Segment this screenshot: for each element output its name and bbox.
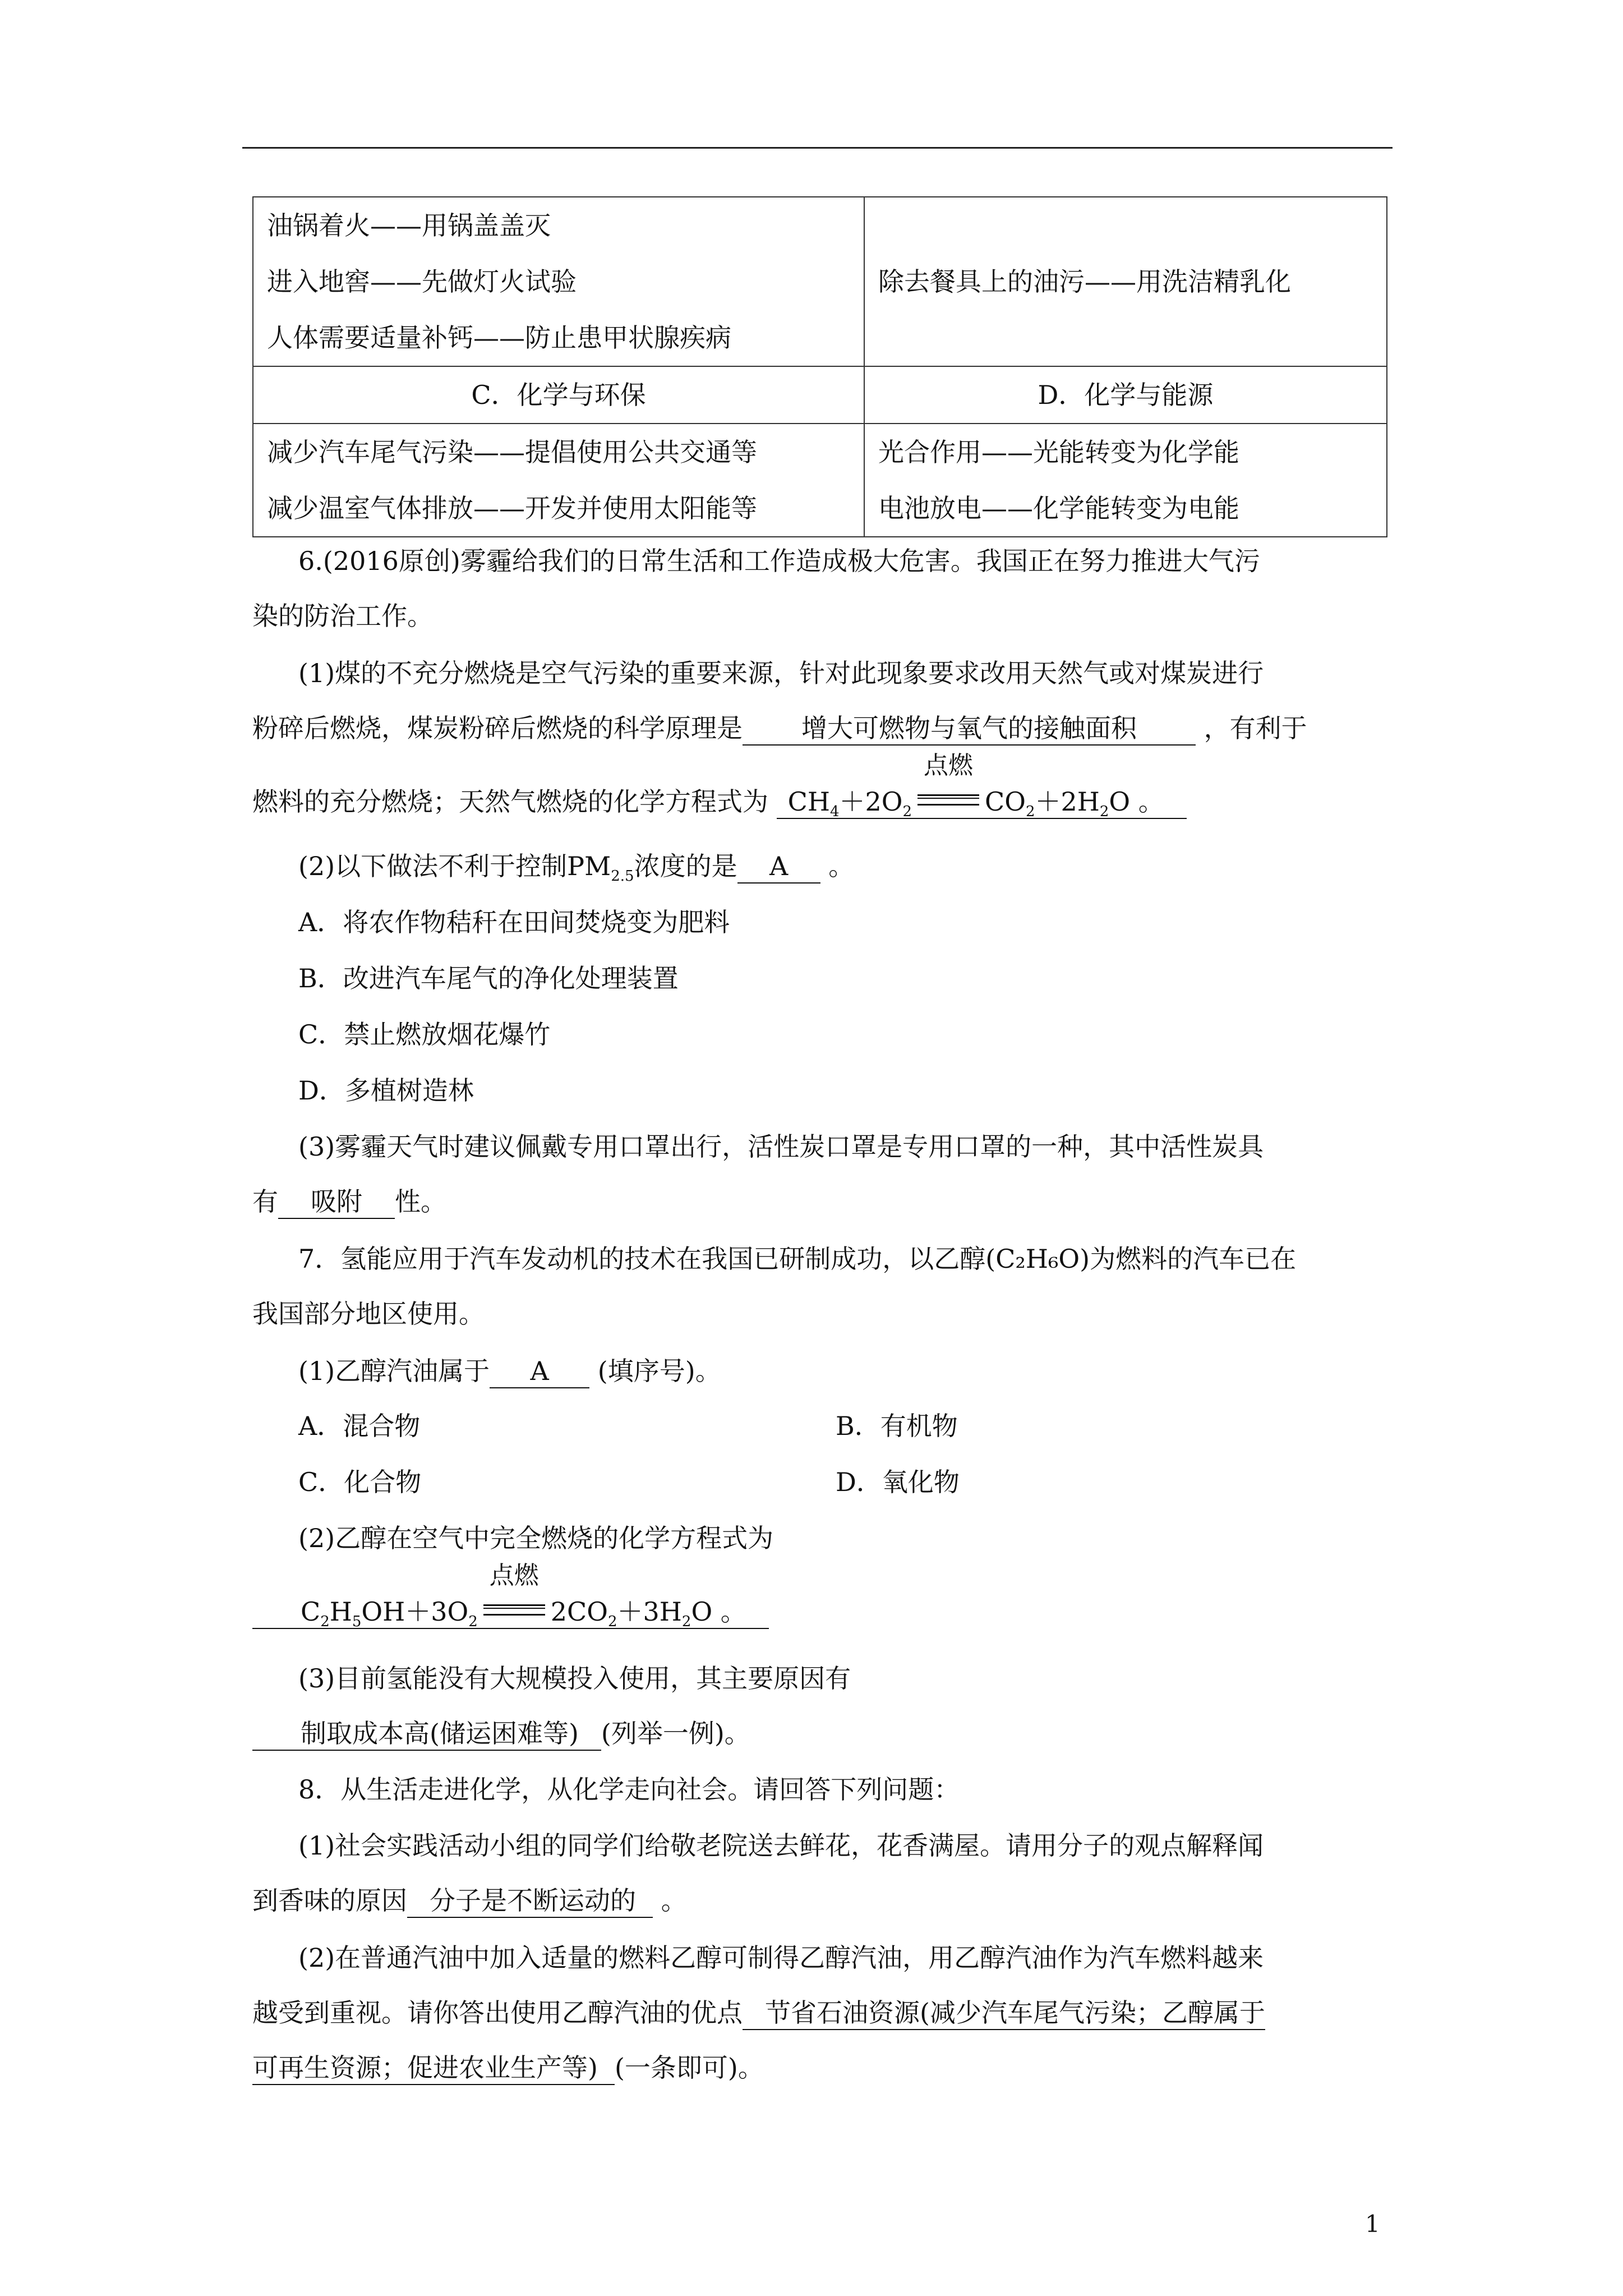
q6-part3-answer: 吸附 [278,1185,395,1219]
table-cell-text: 电池放电——化学能转变为电能 [878,493,1239,523]
table-row [253,366,1387,424]
q6-intro-line1: 6.(2016原创)雾霾给我们的日常生活和工作造成极大危害。我国正在努力推进大气污 [298,546,1260,576]
q8-part2-answer: 可再生资源；促进农业生产等) [252,2051,615,2085]
q7-part1 [298,1354,721,1388]
page-number: 1 [1365,2210,1380,2238]
q6-option-b: B．改进汽车尾气的净化处理装置 [298,963,679,993]
reaction-condition: 点燃 [924,751,974,780]
q6-part3-line2 [252,1185,446,1219]
table-cell [253,424,864,537]
options-table [252,196,1387,537]
q7-option-c: C．化合物 [298,1467,422,1497]
q6-option-d: D．多植树造林 [298,1075,474,1106]
q7-equation: $C_2H_5OH+3O_2$ 点燃 $2CO_2+3H_2O$ 。 [252,1594,769,1629]
reaction-arrow [478,1561,551,1628]
q6-part1-answer: 增大可燃物与氧气的接触面积 [743,712,1196,746]
table-cell-text: 减少温室气体排放——开发并使用太阳能等 [267,493,757,523]
q7-option-d: D．氧化物 [836,1467,960,1497]
q6-part3-line1: (3)雾霾天气时建议佩戴专用口罩出行，活性炭口罩是专用口罩的一种，其中活性炭具 [298,1131,1264,1162]
q8-part2-text: (一条即可)。 [614,2053,764,2083]
q6-intro-line2: 染的防治工作。 [252,601,433,631]
q8-part1-text: 到香味的原因 [252,1885,407,1916]
header-rule [242,147,1393,149]
table-cell-text: 油锅着火——用锅盖盖灭 [267,210,551,241]
q8-part2-line3 [252,2051,764,2085]
q6-equation: $CH_4+2O_2$ 点燃 $CO_2+2H_2O$ 。 [777,784,1187,819]
q8-part2-line1: (2)在普通汽油中加入适量的燃料乙醇可制得乙醇汽油，用乙醇汽油作为汽车燃料越来 [298,1943,1264,1973]
q6-part1-line3 [252,751,1187,820]
q6-option-a: A．将农作物秸秆在田间焚烧变为肥料 [298,907,730,937]
table-cell [864,197,1387,366]
q7-option-a: A．混合物 [298,1411,421,1441]
table-cell-text: 人体需要适量补钙——防止患甲状腺疾病 [267,323,731,353]
q7-part3-text: (列举一例)。 [601,1718,750,1749]
table-header-c: C．化学与环保 [253,366,864,424]
reaction-arrow [912,751,985,818]
table-header-d: D．化学与能源 [864,366,1387,424]
q6-part2-text: (2)以下做法不利于控制PM [298,851,611,881]
table-cell [253,197,864,366]
q8-part1-line1: (1)社会实践活动小组的同学们给敬老院送去鲜花，花香满屋。请用分子的观点解释闻 [298,1830,1264,1861]
q6-part2-subscript: 2.5 [611,868,634,885]
q6-part2-answer: A [737,850,820,884]
q8-part2-answer: 节省石油资源(减少汽车尾气污染；乙醇属于 [743,1996,1265,2030]
q6-option-c: C．禁止燃放烟花爆竹 [298,1019,551,1050]
q7-intro-line2: 我国部分地区使用。 [252,1299,485,1329]
q7-equation-period: 。 [720,1596,746,1627]
q8-part2-text: 越受到重视。请你答出使用乙醇汽油的优点 [252,1998,743,2028]
q6-part2-text: 浓度的是 [634,851,737,881]
q6-part2-text: 。 [828,851,855,881]
table-cell-text: 进入地窖——先做灯火试验 [267,266,577,297]
q7-part2-equation-line [252,1561,769,1630]
q7-part3-answer-line [252,1717,750,1751]
table-row [253,424,1387,537]
q6-part3-text: 性。 [395,1186,446,1217]
q6-equation-period: 。 [1138,786,1164,817]
q8-part1-text: 。 [661,1885,687,1916]
q8-part1-line2 [252,1884,687,1918]
table-cell-text: 光合作用——光能转变为化学能 [878,437,1239,467]
q7-part2: (2)乙醇在空气中完全燃烧的化学方程式为 [298,1523,774,1553]
q6-part1-line2 [252,711,1307,746]
q7-part3: (3)目前氢能没有大规模投入使用，其主要原因有 [298,1663,851,1694]
reaction-condition: 点燃 [489,1561,539,1590]
q6-part1-text: 燃料的充分燃烧；天然气燃烧的化学方程式为 [252,786,768,817]
table-row [253,197,1387,366]
q7-part1-answer: A [490,1355,589,1388]
q8-part2-line2 [252,1996,1265,2030]
q6-part1-line1: (1)煤的不充分燃烧是空气污染的重要来源，针对此现象要求改用天然气或对煤炭进行 [298,658,1264,688]
q6-part1-text: ，有利于 [1204,713,1307,743]
q8-intro: 8．从生活走进化学，从化学走向社会。请回答下列问题： [298,1774,960,1805]
q7-intro-line1: 7．氢能应用于汽车发动机的技术在我国已研制成功，以乙醇(C₂H₆O)为燃料的汽车已在 [298,1244,1297,1274]
q8-part1-answer: 分子是不断运动的 [407,1884,653,1918]
q7-option-b: B．有机物 [836,1411,958,1441]
q7-part1-text: (填序号)。 [597,1356,721,1386]
q6-part3-text: 有 [252,1186,278,1217]
q6-part2 [298,849,854,884]
table-cell [864,424,1387,537]
table-cell-text: 减少汽车尾气污染——提倡使用公共交通等 [267,437,757,467]
q7-part1-text: (1)乙醇汽油属于 [298,1356,490,1386]
table-cell-text: 除去餐具上的油污——用洗洁精乳化 [878,266,1291,297]
q6-part1-text: 粉碎后燃烧，煤炭粉碎后燃烧的科学原理是 [252,713,743,743]
q7-part3-answer: 制取成本高(储运困难等) [252,1717,601,1751]
